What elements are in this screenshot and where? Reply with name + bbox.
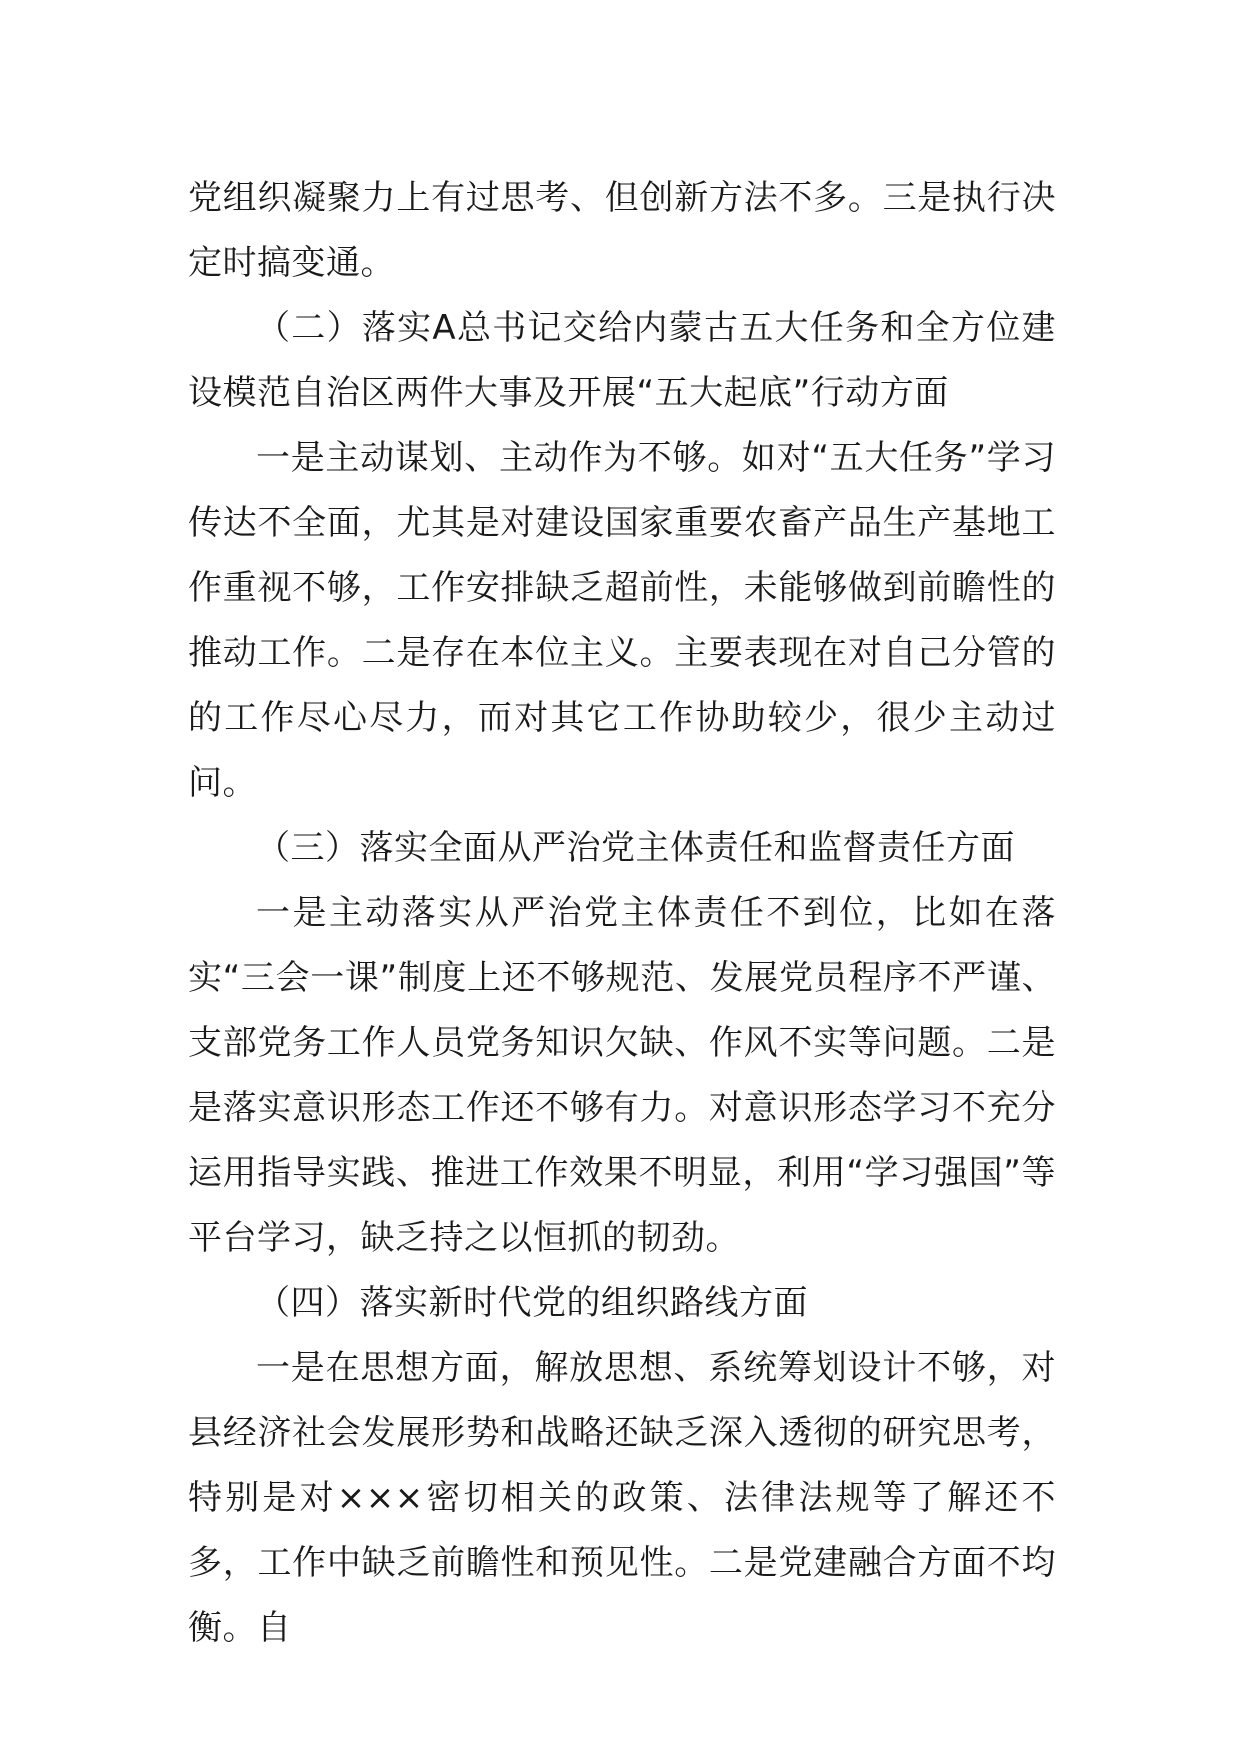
section-heading-4: （四）落实新时代党的组织路线方面	[256, 1283, 808, 1323]
paragraph-section-2: 一是主动谋划、主动作为不够。如对“五大任务”学习传达不全面，尤其是对建设国家重要农畜产品生产基地工作重视不够，工作安排缺乏超前性，未能够做到前瞻性的推动工作。二是存在本位主义。主要表现在对自己分管的的工作尽心尽力，而对其它工作协助较少，很少主动过问。	[188, 438, 1056, 803]
paragraph-section-3: 一是主动落实从严治党主体责任不到位，比如在落实“三会一课”制度上还不够规范、发展党员程序不严谨、支部党务工作人员党务知识欠缺、作风不实等问题。二是是落实意识形态工作还不够有力。对意识形态学习不充分运用指导实践、推进工作效果不明显，利用“学习强国”等平台学习，缺乏持之以恒抓的韧劲。	[188, 893, 1056, 1258]
document-body	[188, 166, 1056, 1661]
section-heading-2: （二）落实A总书记交给内蒙古五大任务和全方位建设模范自治区两件大事及开展“五大起底”行动方面	[188, 308, 1056, 413]
paragraph-continuation: 党组织凝聚力上有过思考、但创新方法不多。三是执行决定时搞变通。	[188, 178, 1056, 283]
paragraph-section-4: 一是在思想方面，解放思想、系统筹划设计不够，对县经济社会发展形势和战略还缺乏深入透彻的研究思考，特别是对×××密切相关的政策、法律法规等了解还不多，工作中缺乏前瞻性和预见性。二是党建融合方面不均衡。自	[188, 1348, 1056, 1648]
section-heading-3: （三）落实全面从严治党主体责任和监督责任方面	[256, 828, 1015, 868]
